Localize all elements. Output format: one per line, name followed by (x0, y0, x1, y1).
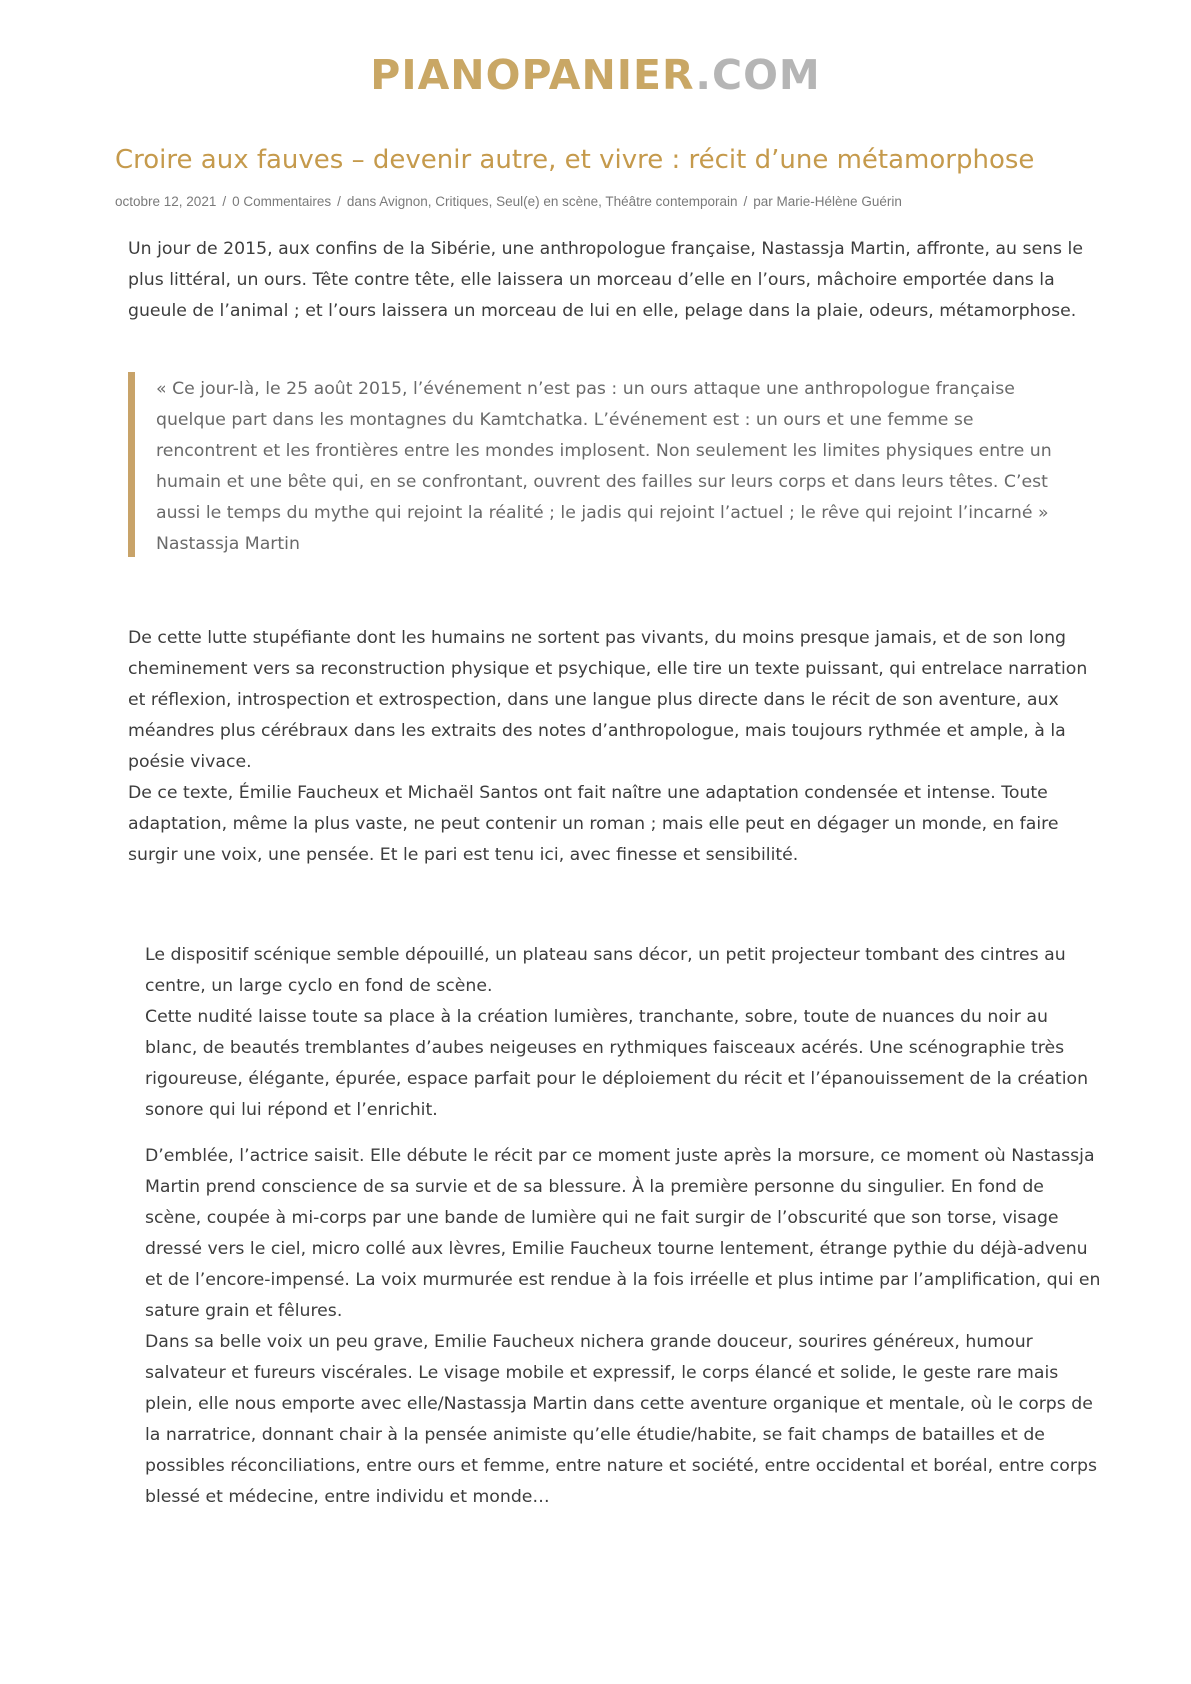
article-title: Croire aux fauves – devenir autre, et vivre : récit d’une métamorphose (115, 145, 1035, 175)
category-link-critiques[interactable]: Critiques (435, 194, 489, 209)
in-label: dans (346, 194, 377, 209)
blockquote: « Ce jour-là, le 25 août 2015, l’événement n’est pas : un ours attaque une anthropologue française quelque part dans les montagnes du Kamtchatka. L’événement est : un ours et une femme se rencontrent et les frontières entre les mondes implosent. Non seulement les limites physiques entre un humain et une bête qui, en se confrontant, ouvrent des failles sur leurs corps et dans leurs têtes. C’est aussi le temps du mythe qui rejoint la réalité ; le jadis qui rejoint l’actuel ; le rêve qui rejoint l’incarné » Nastassja Martin (156, 379, 1052, 554)
category-link-avignon[interactable]: Avignon (379, 194, 428, 209)
paragraph: D’emblée, l’actrice saisit. Elle débute le récit par ce moment juste après la morsure, ce moment où Nastassja Martin prend conscience de sa survie et de sa blessure. À la première personne du singulier. En fond de scène, coupée à mi-corps par une bande de lumière qui ne fait surgir de l’obscurité que son torse, visage dressé vers le ciel, micro collé aux lèvres, Emilie Faucheux tourne lentement, étrange pythie du déjà-advenu et de l’encore-impensé. La voix murmurée est rendue à la fois irréelle et plus intime par l’amplification, qui en sature grain et fêlures. (145, 1146, 1101, 1321)
logo-panier: PANIER (521, 51, 696, 99)
category-link-theatre-contemporain[interactable]: Théâtre contemporain (605, 194, 738, 209)
section-adaptation (128, 623, 1103, 871)
paragraph-block (145, 940, 1105, 1126)
intro-paragraph: Un jour de 2015, aux confins de la Sibérie, une anthropologue française, Nastassja Martin, affronte, au sens le plus littéral, un ours. Tête contre tête, elle laissera un morceau d’elle en l’ours, mâchoire emportée dans la gueule de l’animal ; et l’ours laissera un morceau de lui en elle, pelage dans la plaie, odeurs, métamorphose. (128, 239, 1083, 321)
meta-separator: / (222, 194, 227, 209)
paragraph: Cette nudité laisse toute sa place à la création lumières, tranchante, sobre, toute de nuances du noir au blanc, de beautés tremblantes d’aubes neigeuses en rythmiques faisceaux acérés. Une scénographie très rigoureuse, élégante, épurée, espace parfait pour le déploiement du récit et l’épanouissement de la création sonore qui lui répond et l’enrichit. (145, 1007, 1089, 1120)
paragraph: Dans sa belle voix un peu grave, Emilie Faucheux nichera grande douceur, sourires généreux, humour salvateur et fureurs viscérales. Le visage mobile et expressif, le corps élancé et solide, le geste rare mais plein, elle nous emporte avec elle/Nastassja Martin dans cette aventure organique et mentale, où le corps de la narratrice, donnant chair à la pensée animiste qu’elle étudie/habite, se fait champs de batailles et de possibles réconciliations, entre ours et femme, entre nature et société, entre occidental et boréal, entre corps blessé et médecine, entre individu et monde… (145, 1332, 1097, 1507)
category-link-seul-en-scene[interactable]: Seul(e) en scène (496, 194, 599, 209)
paragraph: De cette lutte stupéfiante dont les humains ne sortent pas vivants, du moins presque jamais, et de son long cheminement vers sa reconstruction physique et psychique, elle tire un texte puissant, qui entrelace narration et réflexion, introspection et extrospection, dans une langue plus directe dans le récit de son aventure, aux méandres plus cérébraux dans les extraits des notes d’anthropologue, mais toujours rythmée et ample, à la poésie vivace. (128, 628, 1088, 772)
paragraph: De ce texte, Émilie Faucheux et Michaël Santos ont fait naître une adaptation condensée et intense. Toute adaptation, même la plus vaste, ne peut contenir un roman ; mais elle peut en dégager un monde, en faire surgir une voix, une pensée. Et le pari est tenu ici, avec finesse et sensibilité. (128, 783, 1059, 865)
meta-separator: / (337, 194, 341, 209)
logo-com: .COM (695, 51, 821, 99)
paragraph-block (145, 1141, 1105, 1513)
site-logo[interactable] (0, 50, 1191, 100)
by-label: par (753, 194, 773, 209)
paragraph: Le dispositif scénique semble dépouillé, un plateau sans décor, un petit projecteur tombant des cintres au centre, un large cyclo en fond de scène. (145, 945, 1066, 996)
author-link[interactable]: Marie-Hélène Guérin (776, 194, 902, 209)
article-meta: octobre 12, 2021 / 0 Commentaires / dans Avignon, Critiques, Seul(e) en scène, Théâtre contemporain / par Marie-Hélène Guérin (115, 194, 902, 209)
post-date: octobre 12, 2021 (115, 194, 217, 209)
comments-link[interactable]: 0 Commentaires (232, 194, 332, 209)
logo-piano: PIANO (370, 51, 522, 99)
blockquote-bar (128, 372, 135, 557)
section-scenography (145, 940, 1105, 1528)
meta-separator: / (743, 194, 748, 209)
